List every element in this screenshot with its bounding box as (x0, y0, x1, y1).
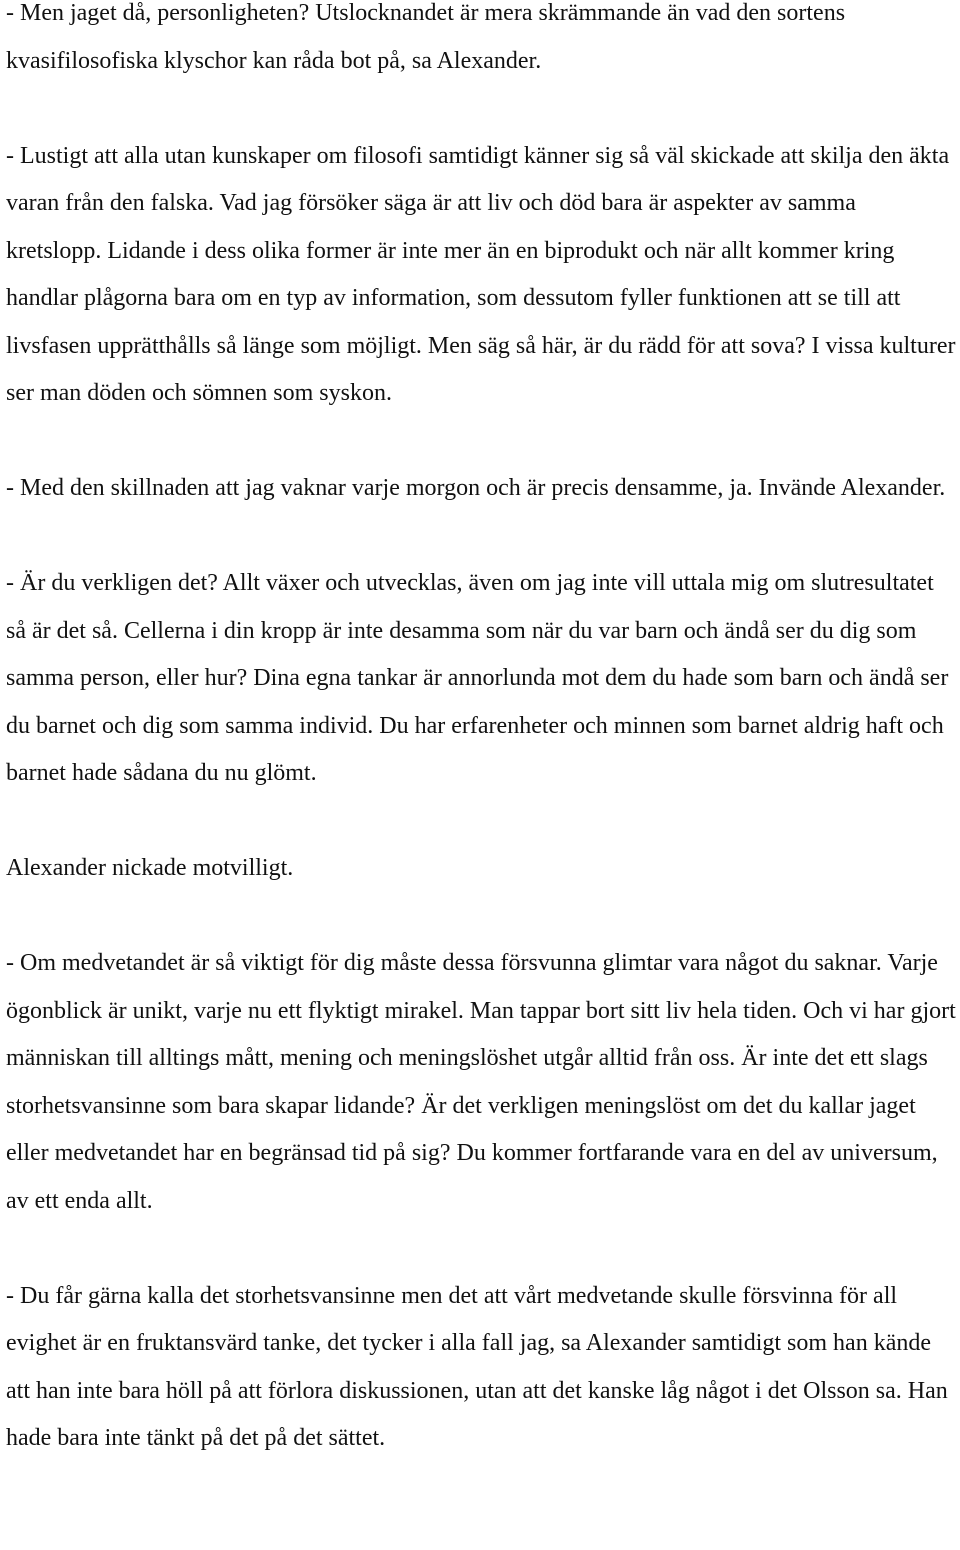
paragraph-5: Alexander nickade motvilligt. (6, 855, 294, 881)
paragraph-6: - Om medvetandet är så viktigt för dig måste dessa försvunna glimtar vara något du saknar. Varje ögonblick är unikt, varje nu ett flyktigt mirakel. Man tappar bort sitt liv hela tiden. Och vi har gjort människan till alltings mått, mening och meningslöshet utgår alltid från oss. Är inte det ett slags storhetsvansinne som bara skapar lidande? Är det verkligen meningslöst om det du kallar jaget eller medvetandet har en begränsad tid på sig? Du kommer fortfarande vara en del av universum, av ett enda allt. (6, 950, 956, 1214)
paragraph-1: - Men jaget då, personligheten? Utslocknandet är mera skrämmande än vad den sortens kvasifilosofiska klyschor kan råda bot på, sa Alexander. (6, 0, 846, 74)
paragraph-7: - Du får gärna kalla det storhetsvansinne men det att vårt medvetande skulle försvinna för all evighet är en fruktansvärd tanke, det tycker i alla fall jag, sa Alexander samtidigt som han kände att han inte bara höll på att förlora diskussionen, utan att det kanske låg något i det Olsson sa. Han hade bara inte tänkt på det på det sättet. (6, 1282, 948, 1451)
paragraph-3: - Med den skillnaden att jag vaknar varje morgon och är precis densamme, ja. Invände Alexander. (6, 475, 946, 501)
paragraph-2: - Lustigt att alla utan kunskaper om filosofi samtidigt känner sig så väl skickade att skilja den äkta varan från den falska. Vad jag försöker säga är att liv och död bara är aspekter av samma kretslopp. Lidande i dess olika former är inte mer än en biprodukt och när allt kommer kring handlar plågorna bara om en typ av information, som dessutom fyller funktionen att se till att livsfasen upprätthålls så länge som möjligt. Men säg så här, är du rädd för att sova? I vissa kulturer ser man döden och sömnen som syskon. (6, 142, 956, 406)
paragraph-4: - Är du verkligen det? Allt växer och utvecklas, även om jag inte vill uttala mig om slutresultatet så är det så. Cellerna i din kropp är inte desamma som när du var barn och ändå ser du dig som samma person, eller hur? Dina egna tankar är annorlunda mot dem du hade som barn och ändå ser du barnet och dig som samma individ. Du har erfarenheter och minnen som barnet aldrig haft och barnet hade sådana du nu glömt. (6, 570, 949, 786)
